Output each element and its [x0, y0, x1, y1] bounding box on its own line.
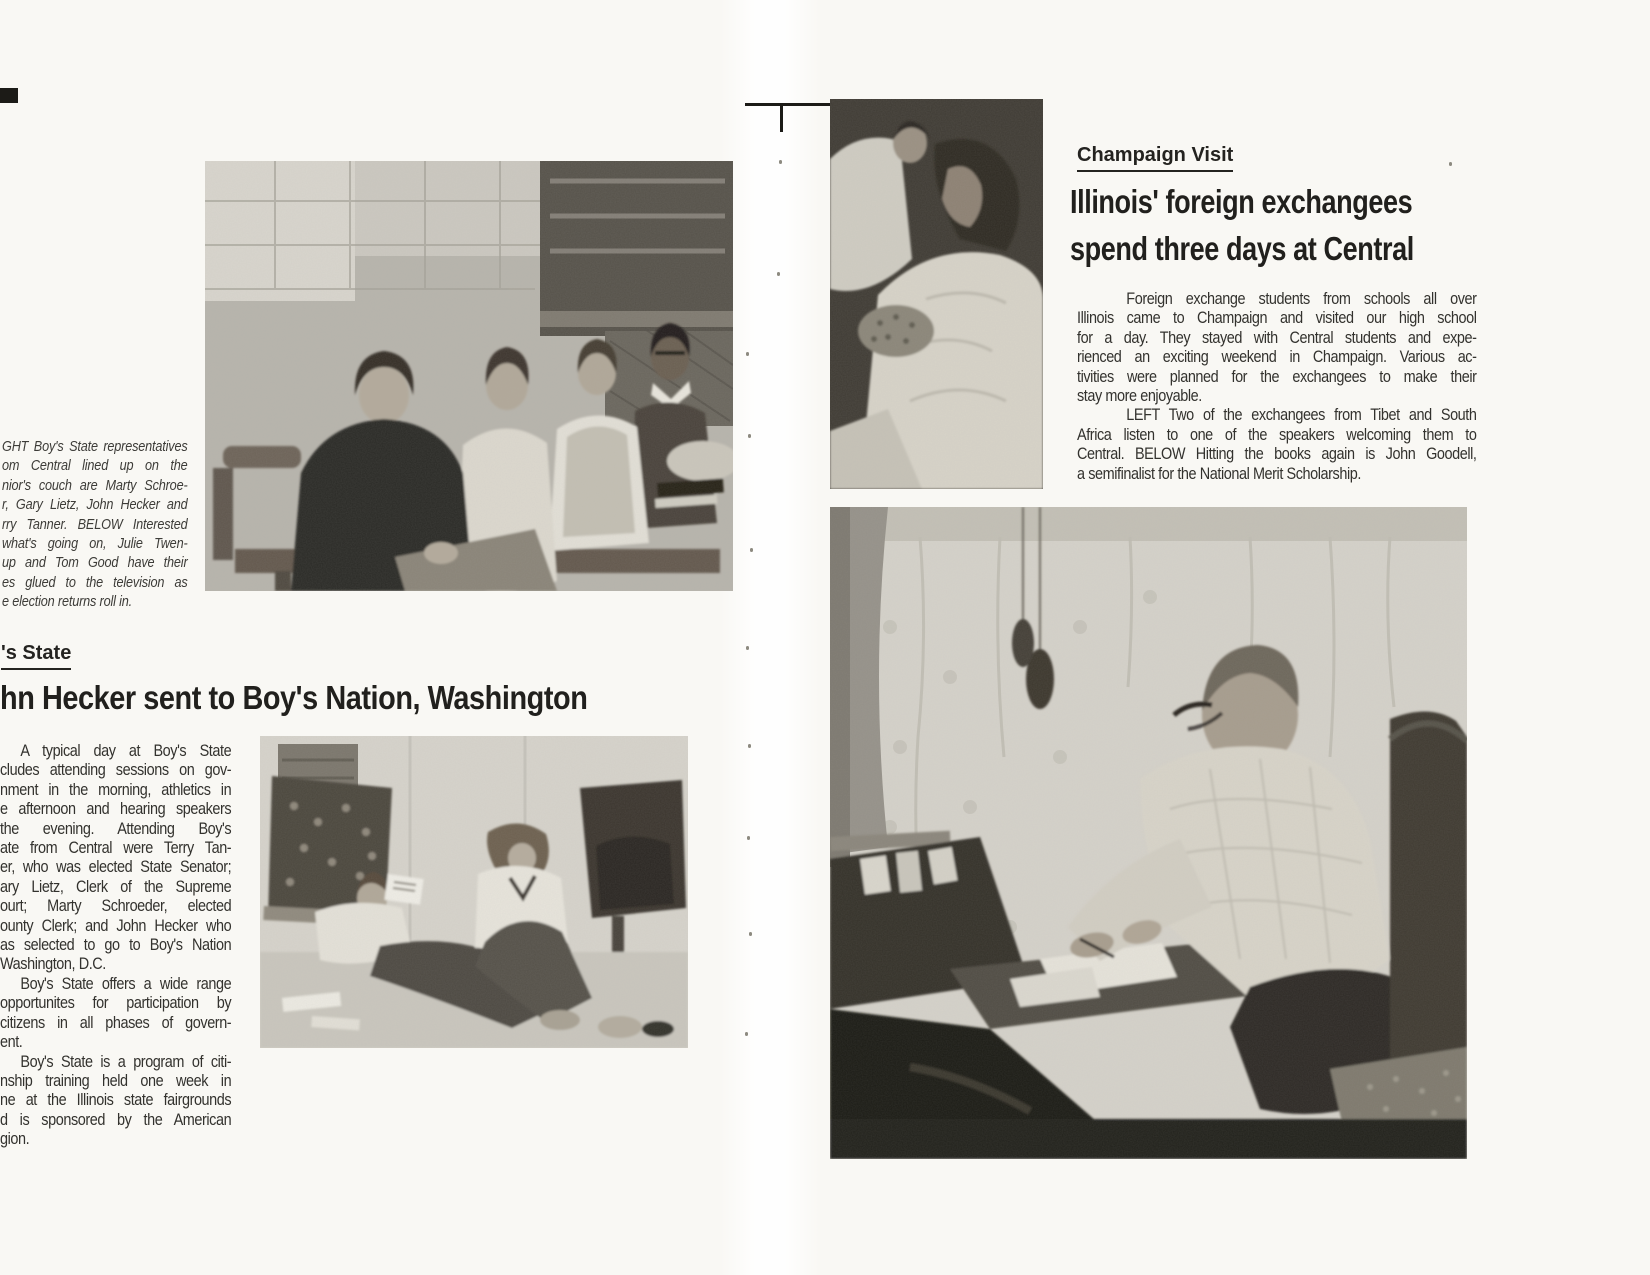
photo-boys-nation-floor	[260, 736, 688, 1048]
paragraph	[1077, 289, 1477, 405]
text-line: Foreign exchange students from schools all over	[1126, 289, 1477, 308]
text-line: the evening. Attending Boy's	[0, 818, 232, 838]
kicker-champaign-visit-label: Champaign Visit	[1077, 144, 1233, 172]
scan-speck	[779, 160, 782, 164]
photo-boys-state-couch	[205, 161, 733, 591]
text-line: A typical day at Boy's State	[20, 741, 232, 760]
photo-exchange-students	[830, 99, 1043, 489]
paragraph	[0, 1052, 231, 1149]
text-line: nment in the morning, athletics in	[0, 779, 232, 799]
paragraph	[0, 741, 231, 974]
article-body-boys-state	[0, 741, 231, 1149]
scan-speck	[777, 272, 780, 276]
scan-speck	[745, 1032, 748, 1036]
kicker-boys-state	[1, 642, 71, 670]
text-line: ent.	[0, 1032, 23, 1052]
scan-artifact-gutter-line	[745, 103, 833, 106]
text-line: as selected to go to Boy's Nation	[0, 935, 232, 955]
text-line: nior's couch are Marty Schroe-	[2, 477, 188, 494]
scan-speck	[746, 646, 749, 650]
text-line: r, Gary Lietz, John Hecker and	[2, 497, 188, 514]
kicker-champaign-visit	[1077, 144, 1233, 172]
photo-john-goodell-desk	[830, 507, 1467, 1159]
headline-foreign-exchangees-line2: spend three days at Central	[1070, 229, 1414, 267]
text-line: tivities were planned for the exchangees to make their	[1077, 366, 1477, 386]
text-line: Africa listen to one of the speakers welcoming them to	[1077, 424, 1477, 444]
text-line: ate from Central were Terry Tan-	[0, 838, 232, 858]
scan-speck	[1449, 162, 1452, 166]
text-line: Boy's State is a program of citi-	[20, 1051, 232, 1071]
text-line: cludes attending sessions on gov-	[0, 760, 232, 780]
scan-speck	[747, 836, 750, 840]
text-line: Boy's State offers a wide range	[20, 973, 232, 993]
text-line: om Central lined up on the	[2, 458, 188, 475]
scan-speck	[748, 744, 751, 748]
text-line: ourt; Marty Schroeder, elected	[0, 896, 232, 916]
text-line: LEFT Two of the exchangees from Tibet and South	[1126, 405, 1477, 425]
text-line: rry Tanner. BELOW Interested	[2, 516, 188, 533]
text-line: stay more enjoyable.	[1077, 386, 1202, 406]
text-line: d is sponsored by the American	[0, 1109, 232, 1129]
text-line: ounty Clerk; and John Hecker who	[0, 915, 232, 935]
scan-speck	[750, 548, 753, 552]
text-line: es glued to the television as	[2, 574, 188, 591]
headline-foreign-exchangees-line1: Illinois' foreign exchangees	[1070, 183, 1413, 220]
text-line: e afternoon and hearing speakers	[0, 799, 232, 819]
text-line: Illinois came to Champaign and visited our high school	[1077, 308, 1477, 328]
page-gutter	[720, 0, 820, 1275]
paragraph	[1077, 405, 1477, 483]
text-line: a semifinalist for the National Merit Scholarship.	[1077, 463, 1361, 483]
scan-artifact-gutter-drip	[780, 106, 783, 132]
text-line: citizens in all phases of govern-	[0, 1012, 232, 1032]
text-line: opportunites for participation by	[0, 993, 232, 1013]
text-line: up and Tom Good have their	[2, 555, 188, 572]
paragraph	[0, 974, 231, 1052]
text-line: Central. BELOW Hitting the books again is John Goodell,	[1077, 444, 1477, 464]
headline-boys-nation: hn Hecker sent to Boy's Nation, Washington	[0, 679, 588, 716]
text-line: ne at the Illinois state fairgrounds	[0, 1090, 232, 1110]
scan-artifact-edge-dash	[0, 88, 18, 103]
text-line: GHT Boy's State representatives	[2, 439, 188, 455]
headline-foreign-exchangees	[1070, 179, 1414, 272]
text-line: gion.	[0, 1129, 30, 1149]
photo-caption-left	[2, 438, 188, 613]
text-line: ary Lietz, Clerk of the Supreme	[0, 876, 232, 896]
paragraph	[2, 438, 188, 613]
text-line: what's going on, Julie Twen-	[2, 536, 188, 553]
article-body-champaign-visit	[1077, 289, 1477, 483]
kicker-boys-state-label: 's State	[1, 642, 71, 670]
text-line: e election returns roll in.	[2, 594, 132, 611]
text-line: for a day. They stayed with Central students and expe-	[1077, 327, 1477, 347]
text-line: er, who was elected State Senator;	[0, 857, 232, 877]
scan-speck	[749, 932, 752, 936]
scan-speck	[746, 352, 749, 356]
text-line: nship training held one week in	[0, 1070, 232, 1090]
scan-speck	[748, 434, 751, 438]
text-line: Washington, D.C.	[0, 954, 106, 974]
text-line: rienced an exciting weekend in Champaign. Various ac-	[1077, 347, 1477, 367]
